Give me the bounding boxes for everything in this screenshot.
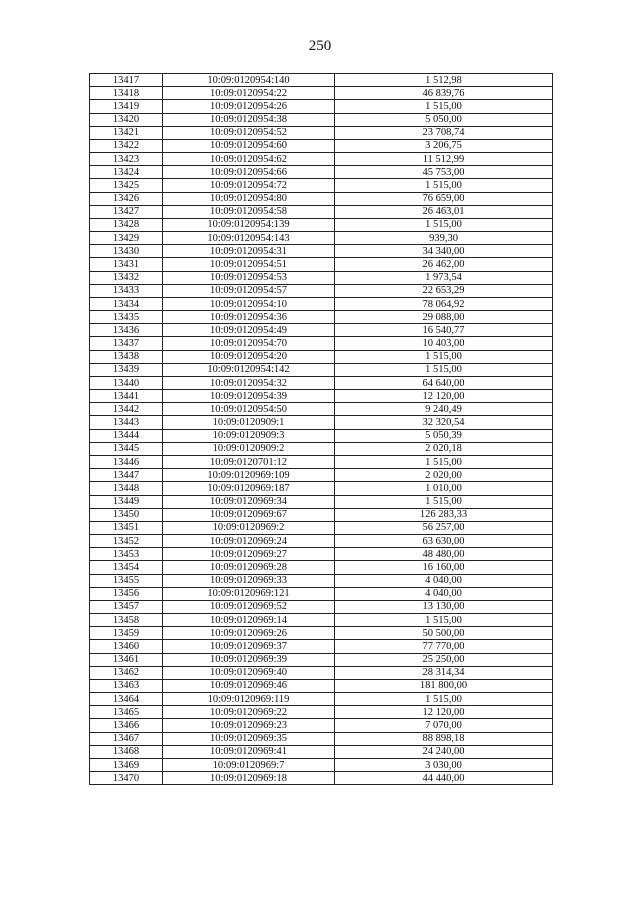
- table-row: [90, 429, 553, 442]
- cadastral-number-cell: 10:09:0120969:23: [163, 719, 335, 732]
- row-number-cell: 13428: [90, 218, 163, 231]
- row-number-cell: 13445: [90, 442, 163, 455]
- value-cell: 16 540,77: [335, 324, 553, 337]
- table-row: [90, 363, 553, 376]
- value-cell: 5 050,00: [335, 113, 553, 126]
- table-row: [90, 574, 553, 587]
- value-cell: 126 283,33: [335, 508, 553, 521]
- cadastral-number-cell: 10:09:0120954:60: [163, 139, 335, 152]
- cadastral-number-cell: 10:09:0120909:1: [163, 416, 335, 429]
- table-row: [90, 587, 553, 600]
- row-number-cell: 13417: [90, 74, 163, 87]
- row-number-cell: 13419: [90, 100, 163, 113]
- cadastral-number-cell: 10:09:0120969:119: [163, 693, 335, 706]
- table-row: [90, 600, 553, 613]
- value-cell: 88 898,18: [335, 732, 553, 745]
- row-number-cell: 13443: [90, 416, 163, 429]
- row-number-cell: 13435: [90, 311, 163, 324]
- row-number-cell: 13425: [90, 179, 163, 192]
- cadastral-number-cell: 10:09:0120954:31: [163, 245, 335, 258]
- row-number-cell: 13432: [90, 271, 163, 284]
- cadastral-number-cell: 10:09:0120954:143: [163, 232, 335, 245]
- value-cell: 1 515,00: [335, 495, 553, 508]
- row-number-cell: 13457: [90, 600, 163, 613]
- value-cell: 34 340,00: [335, 245, 553, 258]
- table-row: [90, 772, 553, 785]
- value-cell: 22 653,29: [335, 284, 553, 297]
- value-cell: 1 515,00: [335, 455, 553, 468]
- table-row: [90, 324, 553, 337]
- value-cell: 45 753,00: [335, 166, 553, 179]
- row-number-cell: 13458: [90, 614, 163, 627]
- value-cell: 78 064,92: [335, 297, 553, 310]
- row-number-cell: 13450: [90, 508, 163, 521]
- row-number-cell: 13461: [90, 653, 163, 666]
- row-number-cell: 13434: [90, 297, 163, 310]
- value-cell: 1 515,00: [335, 218, 553, 231]
- value-cell: 939,30: [335, 232, 553, 245]
- row-number-cell: 13447: [90, 469, 163, 482]
- row-number-cell: 13448: [90, 482, 163, 495]
- table-row: [90, 416, 553, 429]
- table-row: [90, 337, 553, 350]
- value-cell: 23 708,74: [335, 126, 553, 139]
- table-row: [90, 535, 553, 548]
- cadastral-number-cell: 10:09:0120954:139: [163, 218, 335, 231]
- value-cell: 1 515,00: [335, 693, 553, 706]
- cadastral-number-cell: 10:09:0120954:36: [163, 311, 335, 324]
- row-number-cell: 13427: [90, 205, 163, 218]
- row-number-cell: 13438: [90, 350, 163, 363]
- cadastral-number-cell: 10:09:0120954:62: [163, 153, 335, 166]
- registry-table: [89, 73, 553, 785]
- row-number-cell: 13441: [90, 390, 163, 403]
- table-row: [90, 297, 553, 310]
- table-row: [90, 495, 553, 508]
- table-row: [90, 666, 553, 679]
- row-number-cell: 13470: [90, 772, 163, 785]
- value-cell: 44 440,00: [335, 772, 553, 785]
- value-cell: 46 839,76: [335, 87, 553, 100]
- table-row: [90, 508, 553, 521]
- value-cell: 1 515,00: [335, 350, 553, 363]
- table-row: [90, 126, 553, 139]
- row-number-cell: 13429: [90, 232, 163, 245]
- value-cell: 32 320,54: [335, 416, 553, 429]
- value-cell: 4 040,00: [335, 587, 553, 600]
- cadastral-number-cell: 10:09:0120954:38: [163, 113, 335, 126]
- cadastral-number-cell: 10:09:0120954:80: [163, 192, 335, 205]
- table-row: [90, 627, 553, 640]
- cadastral-number-cell: 10:09:0120954:49: [163, 324, 335, 337]
- row-number-cell: 13437: [90, 337, 163, 350]
- row-number-cell: 13446: [90, 455, 163, 468]
- value-cell: 1 973,54: [335, 271, 553, 284]
- row-number-cell: 13468: [90, 745, 163, 758]
- row-number-cell: 13422: [90, 139, 163, 152]
- table-row: [90, 614, 553, 627]
- table-row: [90, 350, 553, 363]
- cadastral-number-cell: 10:09:0120969:121: [163, 587, 335, 600]
- row-number-cell: 13460: [90, 640, 163, 653]
- cadastral-number-cell: 10:09:0120954:26: [163, 100, 335, 113]
- row-number-cell: 13463: [90, 679, 163, 692]
- cadastral-number-cell: 10:09:0120954:72: [163, 179, 335, 192]
- value-cell: 12 120,00: [335, 706, 553, 719]
- table-row: [90, 179, 553, 192]
- value-cell: 29 088,00: [335, 311, 553, 324]
- table-row: [90, 153, 553, 166]
- row-number-cell: 13418: [90, 87, 163, 100]
- row-number-cell: 13433: [90, 284, 163, 297]
- row-number-cell: 13459: [90, 627, 163, 640]
- cadastral-number-cell: 10:09:0120954:142: [163, 363, 335, 376]
- value-cell: 181 800,00: [335, 679, 553, 692]
- cadastral-number-cell: 10:09:0120969:22: [163, 706, 335, 719]
- row-number-cell: 13449: [90, 495, 163, 508]
- table-row: [90, 482, 553, 495]
- value-cell: 50 500,00: [335, 627, 553, 640]
- cadastral-number-cell: 10:09:0120969:41: [163, 745, 335, 758]
- row-number-cell: 13424: [90, 166, 163, 179]
- value-cell: 1 010,00: [335, 482, 553, 495]
- value-cell: 10 403,00: [335, 337, 553, 350]
- value-cell: 2 020,18: [335, 442, 553, 455]
- value-cell: 64 640,00: [335, 376, 553, 389]
- table-row: [90, 390, 553, 403]
- row-number-cell: 13444: [90, 429, 163, 442]
- value-cell: 5 050,39: [335, 429, 553, 442]
- cadastral-number-cell: 10:09:0120969:52: [163, 600, 335, 613]
- cadastral-number-cell: 10:09:0120969:187: [163, 482, 335, 495]
- table-row: [90, 732, 553, 745]
- value-cell: 24 240,00: [335, 745, 553, 758]
- cadastral-number-cell: 10:09:0120954:22: [163, 87, 335, 100]
- cadastral-number-cell: 10:09:0120969:39: [163, 653, 335, 666]
- value-cell: 26 462,00: [335, 258, 553, 271]
- cadastral-number-cell: 10:09:0120969:7: [163, 758, 335, 771]
- value-cell: 28 314,34: [335, 666, 553, 679]
- cadastral-number-cell: 10:09:0120969:37: [163, 640, 335, 653]
- cadastral-number-cell: 10:09:0120954:57: [163, 284, 335, 297]
- table-row: [90, 113, 553, 126]
- cadastral-number-cell: 10:09:0120954:70: [163, 337, 335, 350]
- value-cell: 1 512,98: [335, 74, 553, 87]
- table-row: [90, 245, 553, 258]
- cadastral-number-cell: 10:09:0120969:14: [163, 614, 335, 627]
- table-row: [90, 205, 553, 218]
- table-row: [90, 218, 553, 231]
- value-cell: 1 515,00: [335, 100, 553, 113]
- row-number-cell: 13431: [90, 258, 163, 271]
- table-row: [90, 100, 553, 113]
- row-number-cell: 13456: [90, 587, 163, 600]
- value-cell: 63 630,00: [335, 535, 553, 548]
- cadastral-number-cell: 10:09:0120954:32: [163, 376, 335, 389]
- table-row: [90, 74, 553, 87]
- row-number-cell: 13436: [90, 324, 163, 337]
- value-cell: 12 120,00: [335, 390, 553, 403]
- table-row: [90, 719, 553, 732]
- cadastral-number-cell: 10:09:0120954:20: [163, 350, 335, 363]
- value-cell: 26 463,01: [335, 205, 553, 218]
- table-row: [90, 679, 553, 692]
- value-cell: 3 206,75: [335, 139, 553, 152]
- registry-table-body: [90, 74, 553, 785]
- value-cell: 7 070,00: [335, 719, 553, 732]
- row-number-cell: 13469: [90, 758, 163, 771]
- table-row: [90, 653, 553, 666]
- value-cell: 9 240,49: [335, 403, 553, 416]
- cadastral-number-cell: 10:09:0120969:18: [163, 772, 335, 785]
- table-row: [90, 311, 553, 324]
- cadastral-number-cell: 10:09:0120954:52: [163, 126, 335, 139]
- table-row: [90, 758, 553, 771]
- table-row: [90, 745, 553, 758]
- value-cell: 56 257,00: [335, 521, 553, 534]
- table-row: [90, 192, 553, 205]
- cadastral-number-cell: 10:09:0120969:34: [163, 495, 335, 508]
- value-cell: 77 770,00: [335, 640, 553, 653]
- value-cell: 1 515,00: [335, 179, 553, 192]
- cadastral-number-cell: 10:09:0120909:3: [163, 429, 335, 442]
- cadastral-number-cell: 10:09:0120969:28: [163, 561, 335, 574]
- table-row: [90, 455, 553, 468]
- row-number-cell: 13466: [90, 719, 163, 732]
- row-number-cell: 13421: [90, 126, 163, 139]
- value-cell: 76 659,00: [335, 192, 553, 205]
- row-number-cell: 13420: [90, 113, 163, 126]
- cadastral-number-cell: 10:09:0120969:27: [163, 548, 335, 561]
- row-number-cell: 13464: [90, 693, 163, 706]
- value-cell: 48 480,00: [335, 548, 553, 561]
- table-row: [90, 469, 553, 482]
- table-row: [90, 693, 553, 706]
- row-number-cell: 13423: [90, 153, 163, 166]
- table-row: [90, 640, 553, 653]
- table-row: [90, 258, 553, 271]
- row-number-cell: 13426: [90, 192, 163, 205]
- cadastral-number-cell: 10:09:0120969:109: [163, 469, 335, 482]
- row-number-cell: 13442: [90, 403, 163, 416]
- value-cell: 1 515,00: [335, 363, 553, 376]
- cadastral-number-cell: 10:09:0120969:33: [163, 574, 335, 587]
- value-cell: 11 512,99: [335, 153, 553, 166]
- row-number-cell: 13440: [90, 376, 163, 389]
- table-row: [90, 166, 553, 179]
- table-row: [90, 561, 553, 574]
- cadastral-number-cell: 10:09:0120954:53: [163, 271, 335, 284]
- page-number: 250: [308, 38, 332, 54]
- row-number-cell: 13439: [90, 363, 163, 376]
- value-cell: 1 515,00: [335, 614, 553, 627]
- cadastral-number-cell: 10:09:0120954:50: [163, 403, 335, 416]
- value-cell: 2 020,00: [335, 469, 553, 482]
- table-row: [90, 284, 553, 297]
- row-number-cell: 13454: [90, 561, 163, 574]
- value-cell: 13 130,00: [335, 600, 553, 613]
- value-cell: 3 030,00: [335, 758, 553, 771]
- cadastral-number-cell: 10:09:0120969:67: [163, 508, 335, 521]
- cadastral-number-cell: 10:09:0120969:35: [163, 732, 335, 745]
- cadastral-number-cell: 10:09:0120969:2: [163, 521, 335, 534]
- cadastral-number-cell: 10:09:0120954:66: [163, 166, 335, 179]
- table-row: [90, 706, 553, 719]
- value-cell: 4 040,00: [335, 574, 553, 587]
- table-row: [90, 87, 553, 100]
- row-number-cell: 13467: [90, 732, 163, 745]
- row-number-cell: 13451: [90, 521, 163, 534]
- cadastral-number-cell: 10:09:0120909:2: [163, 442, 335, 455]
- table-row: [90, 403, 553, 416]
- cadastral-number-cell: 10:09:0120954:140: [163, 74, 335, 87]
- table-row: [90, 376, 553, 389]
- table-row: [90, 232, 553, 245]
- value-cell: 16 160,00: [335, 561, 553, 574]
- row-number-cell: 13455: [90, 574, 163, 587]
- row-number-cell: 13452: [90, 535, 163, 548]
- table-row: [90, 139, 553, 152]
- cadastral-number-cell: 10:09:0120969:24: [163, 535, 335, 548]
- cadastral-number-cell: 10:09:0120969:46: [163, 679, 335, 692]
- row-number-cell: 13453: [90, 548, 163, 561]
- cadastral-number-cell: 10:09:0120954:58: [163, 205, 335, 218]
- table-row: [90, 521, 553, 534]
- table-row: [90, 442, 553, 455]
- cadastral-number-cell: 10:09:0120954:10: [163, 297, 335, 310]
- cadastral-number-cell: 10:09:0120701:12: [163, 455, 335, 468]
- value-cell: 25 250,00: [335, 653, 553, 666]
- row-number-cell: 13430: [90, 245, 163, 258]
- row-number-cell: 13462: [90, 666, 163, 679]
- cadastral-number-cell: 10:09:0120954:51: [163, 258, 335, 271]
- table-row: [90, 548, 553, 561]
- cadastral-number-cell: 10:09:0120969:26: [163, 627, 335, 640]
- table-row: [90, 271, 553, 284]
- cadastral-number-cell: 10:09:0120954:39: [163, 390, 335, 403]
- row-number-cell: 13465: [90, 706, 163, 719]
- cadastral-number-cell: 10:09:0120969:40: [163, 666, 335, 679]
